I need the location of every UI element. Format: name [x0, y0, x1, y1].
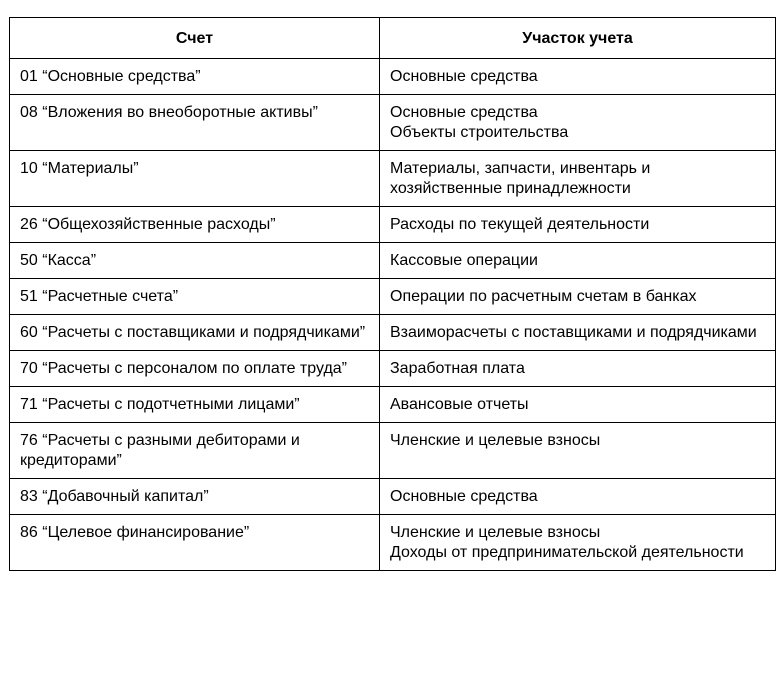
account-cell: [10, 423, 380, 479]
table-row: [10, 243, 776, 279]
table-row: [10, 151, 776, 207]
table-row: [10, 95, 776, 151]
account-text: 26 “Общехозяйственные расходы”: [20, 216, 276, 233]
table-row: [10, 387, 776, 423]
area-text: Авансовые отчеты: [390, 396, 529, 413]
area-text: Основные средства: [390, 68, 538, 85]
accounts-table: [9, 17, 776, 571]
area-cell: [380, 387, 776, 423]
table-row: [10, 279, 776, 315]
account-cell: [10, 351, 380, 387]
area-text: Взаиморасчеты с поставщиками и подрядчиками: [390, 324, 757, 341]
header-account: Счет: [10, 18, 380, 59]
account-cell: [10, 387, 380, 423]
table-row: [10, 351, 776, 387]
area-cell: [380, 243, 776, 279]
account-text: 70 “Расчеты с персоналом по оплате труда”: [20, 360, 348, 377]
account-text: 71 “Расчеты с подотчетными лицами”: [20, 396, 300, 413]
area-text: Основные средства: [390, 104, 538, 121]
account-text: 86 “Целевое финансирование”: [20, 524, 250, 541]
account-text: 51 “Расчетные счета”: [20, 288, 179, 305]
account-cell: [10, 59, 380, 95]
account-text: 60 “Расчеты с поставщиками и подрядчиками”: [20, 324, 366, 341]
area-text: Членские и целевые взносы: [390, 524, 601, 541]
area-text: Материалы, запчасти, инвентарь и хозяйственные принадлежности: [390, 160, 651, 197]
area-text: Операции по расчетным счетам в банках: [390, 288, 697, 305]
area-text: Расходы по текущей деятельности: [390, 216, 650, 233]
area-text: Заработная плата: [390, 360, 525, 377]
area-cell: [380, 95, 776, 151]
table-row: [10, 315, 776, 351]
area-cell: [380, 315, 776, 351]
area-cell: [380, 279, 776, 315]
area-cell: [380, 351, 776, 387]
table-row: [10, 207, 776, 243]
account-cell: [10, 479, 380, 515]
account-cell: [10, 315, 380, 351]
account-cell: [10, 151, 380, 207]
area-cell: [380, 479, 776, 515]
account-cell: [10, 515, 380, 571]
area-cell: [380, 151, 776, 207]
account-cell: [10, 95, 380, 151]
area-cell: [380, 515, 776, 571]
account-cell: [10, 279, 380, 315]
account-cell: [10, 207, 380, 243]
table-row: [10, 479, 776, 515]
area-text: Кассовые операции: [390, 252, 538, 269]
account-text: 76 “Расчеты с разными дебиторами и кредиторами”: [20, 432, 300, 469]
area-text: Основные средства: [390, 488, 538, 505]
area-cell: [380, 423, 776, 479]
account-text: 83 “Добавочный капитал”: [20, 488, 209, 505]
account-text: 50 “Касса”: [20, 252, 97, 269]
account-cell: [10, 243, 380, 279]
header-accounting-area: Участок учета: [380, 18, 776, 59]
account-text: 01 “Основные средства”: [20, 68, 201, 85]
account-text: 10 “Материалы”: [20, 160, 139, 177]
area-text: Объекты строительства: [390, 124, 569, 141]
table-row: [10, 515, 776, 571]
area-text: Доходы от предпринимательской деятельности: [390, 544, 744, 561]
area-cell: [380, 207, 776, 243]
table-row: [10, 423, 776, 479]
account-text: 08 “Вложения во внеоборотные активы”: [20, 104, 318, 121]
table-row: [10, 59, 776, 95]
area-cell: [380, 59, 776, 95]
header-row: [10, 18, 776, 59]
area-text: Членские и целевые взносы: [390, 432, 601, 449]
